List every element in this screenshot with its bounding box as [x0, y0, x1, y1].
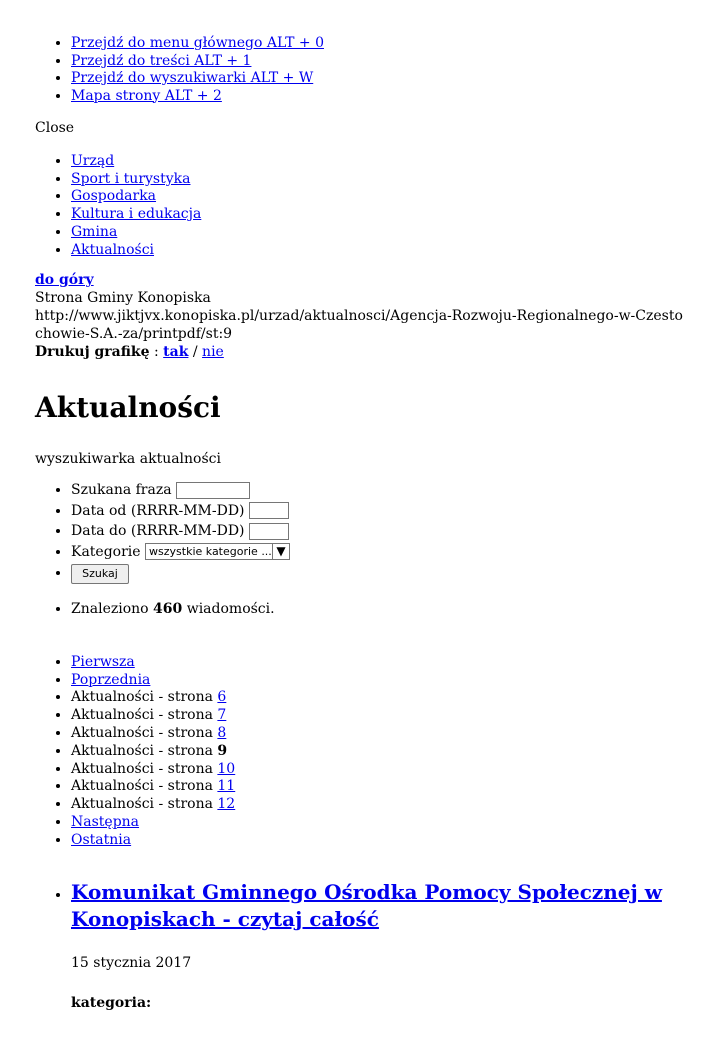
print-graphics-line	[35, 343, 690, 361]
pager-page-label: Aktualności - strona	[71, 796, 218, 813]
skip-link-item	[71, 70, 690, 88]
search-button-row	[71, 562, 690, 583]
date-to-row	[71, 521, 690, 542]
main-nav-item	[71, 206, 690, 224]
results-count	[35, 600, 690, 618]
back-to-top	[35, 271, 690, 289]
search-phrase-row	[71, 480, 690, 501]
date-from-label: Data od (RRRR-MM-DD)	[71, 502, 245, 519]
main-nav-item	[71, 224, 690, 242]
pager-item	[71, 672, 690, 690]
news-item	[71, 879, 690, 1012]
pager-page-12-link[interactable]: 12	[217, 796, 236, 813]
pager-page-6-link[interactable]: 6	[217, 689, 227, 706]
news-category-label: kategoria:	[71, 995, 152, 1012]
skip-to-search-link[interactable]: Przejdź do wyszukiwarki ALT + W	[71, 70, 314, 86]
results-suffix: wiadomości.	[182, 600, 275, 617]
pager-page-7-link[interactable]: 7	[217, 707, 227, 724]
skip-link-item	[71, 53, 690, 71]
date-from-input[interactable]	[249, 502, 289, 519]
news-date: 15 stycznia 2017	[71, 955, 192, 972]
search-title: wyszukiwarka aktualności	[35, 451, 221, 468]
close-label[interactable]: Close	[35, 120, 75, 136]
site-name: Strona Gminy Konopiska	[35, 290, 211, 307]
main-nav-item	[71, 171, 690, 189]
date-to-label: Data do (RRRR-MM-DD)	[71, 523, 245, 540]
pagination	[35, 654, 690, 850]
pager-page-label: Aktualności - strona	[71, 778, 218, 795]
pager-page-8-link[interactable]: 8	[217, 724, 227, 741]
print-graphics-label: Drukuj grafikę	[35, 344, 150, 361]
pager-item	[71, 743, 690, 761]
search-button[interactable]: Szukaj	[71, 564, 129, 584]
nav-kultura-link[interactable]: Kultura i edukacja	[71, 206, 202, 223]
pager-page-label: Aktualności - strona	[71, 724, 218, 741]
page-url: http://www.jiktjvx.konopiska.pl/urzad/aktualnosci/Agencja-Rozwoju-Regionalnego-w-Czestochowie-S.A.-za/printpdf/st:9	[35, 308, 683, 343]
main-nav-item	[71, 153, 690, 171]
pager-prev-link[interactable]: Poprzednia	[71, 671, 151, 688]
date-from-row	[71, 501, 690, 522]
skip-to-content-link[interactable]: Przejdź do treści ALT + 1	[71, 52, 252, 69]
pager-first-link[interactable]: Pierwsza	[71, 653, 135, 670]
pager-last-link[interactable]: Ostatnia	[71, 831, 132, 848]
category-label: Kategorie	[71, 543, 141, 560]
nav-gmina-link[interactable]: Gmina	[71, 223, 118, 240]
pager-page-10-link[interactable]: 10	[217, 760, 236, 777]
main-nav-item	[71, 242, 690, 260]
print-graphics-no-link[interactable]: nie	[202, 344, 224, 361]
back-to-top-link[interactable]: do góry	[35, 272, 94, 289]
print-yes-text: tak	[163, 344, 189, 361]
nav-sport-link[interactable]: Sport i turystyka	[71, 170, 191, 187]
pager-page-label: Aktualności - strona	[71, 707, 218, 724]
search-phrase-input[interactable]	[176, 482, 250, 499]
nav-aktualnosci-link[interactable]: Aktualności	[71, 241, 155, 258]
skip-link-item	[71, 35, 690, 53]
search-phrase-label: Szukana fraza	[71, 482, 172, 499]
pager-current-page: 9	[217, 742, 228, 759]
nav-gospodarka-link[interactable]: Gospodarka	[71, 188, 157, 205]
date-to-input[interactable]	[249, 523, 289, 540]
category-select-value: wszystkie kategorie ...	[149, 545, 272, 559]
pager-item	[71, 832, 690, 850]
pager-next-link[interactable]: Następna	[71, 813, 140, 830]
pager-item	[71, 778, 690, 796]
results-count-item	[71, 600, 690, 618]
skip-link-item	[71, 88, 690, 106]
pager-item	[71, 707, 690, 725]
news-list	[35, 879, 690, 1012]
pager-page-label: Aktualności - strona	[71, 689, 218, 706]
results-number: 460	[153, 600, 183, 617]
main-nav-item	[71, 188, 690, 206]
pager-item	[71, 654, 690, 672]
category-row	[71, 542, 690, 563]
print-graphics-yes-link[interactable]	[163, 344, 188, 360]
news-title	[71, 879, 690, 933]
main-nav	[35, 153, 690, 259]
pager-item	[71, 814, 690, 832]
skip-links	[35, 35, 690, 105]
results-prefix: Znaleziono	[71, 600, 154, 617]
pager-page-label: Aktualności - strona	[71, 760, 218, 777]
page	[0, 35, 725, 1012]
skip-to-menu-link[interactable]: Przejdź do menu głównego ALT + 0	[71, 35, 324, 51]
page-title: Aktualności	[35, 391, 221, 425]
search-form	[35, 480, 690, 583]
pager-page-11-link[interactable]: 11	[217, 778, 236, 795]
news-title-link[interactable]: Komunikat Gminnego Ośrodka Pomocy Społecznej w Konopiskach - czytaj całość	[71, 880, 662, 932]
pager-item	[71, 761, 690, 779]
print-separator: :	[149, 344, 164, 361]
pager-item	[71, 725, 690, 743]
nav-urzad-link[interactable]: Urząd	[71, 153, 115, 169]
sitemap-link[interactable]: Mapa strony ALT + 2	[71, 87, 222, 104]
dropdown-arrow-icon: ▼	[272, 544, 289, 559]
category-select[interactable]	[145, 543, 290, 560]
pager-item	[71, 796, 690, 814]
pager-item	[71, 689, 690, 707]
pager-page-label: Aktualności - strona	[71, 742, 218, 759]
print-separator: /	[188, 344, 203, 361]
